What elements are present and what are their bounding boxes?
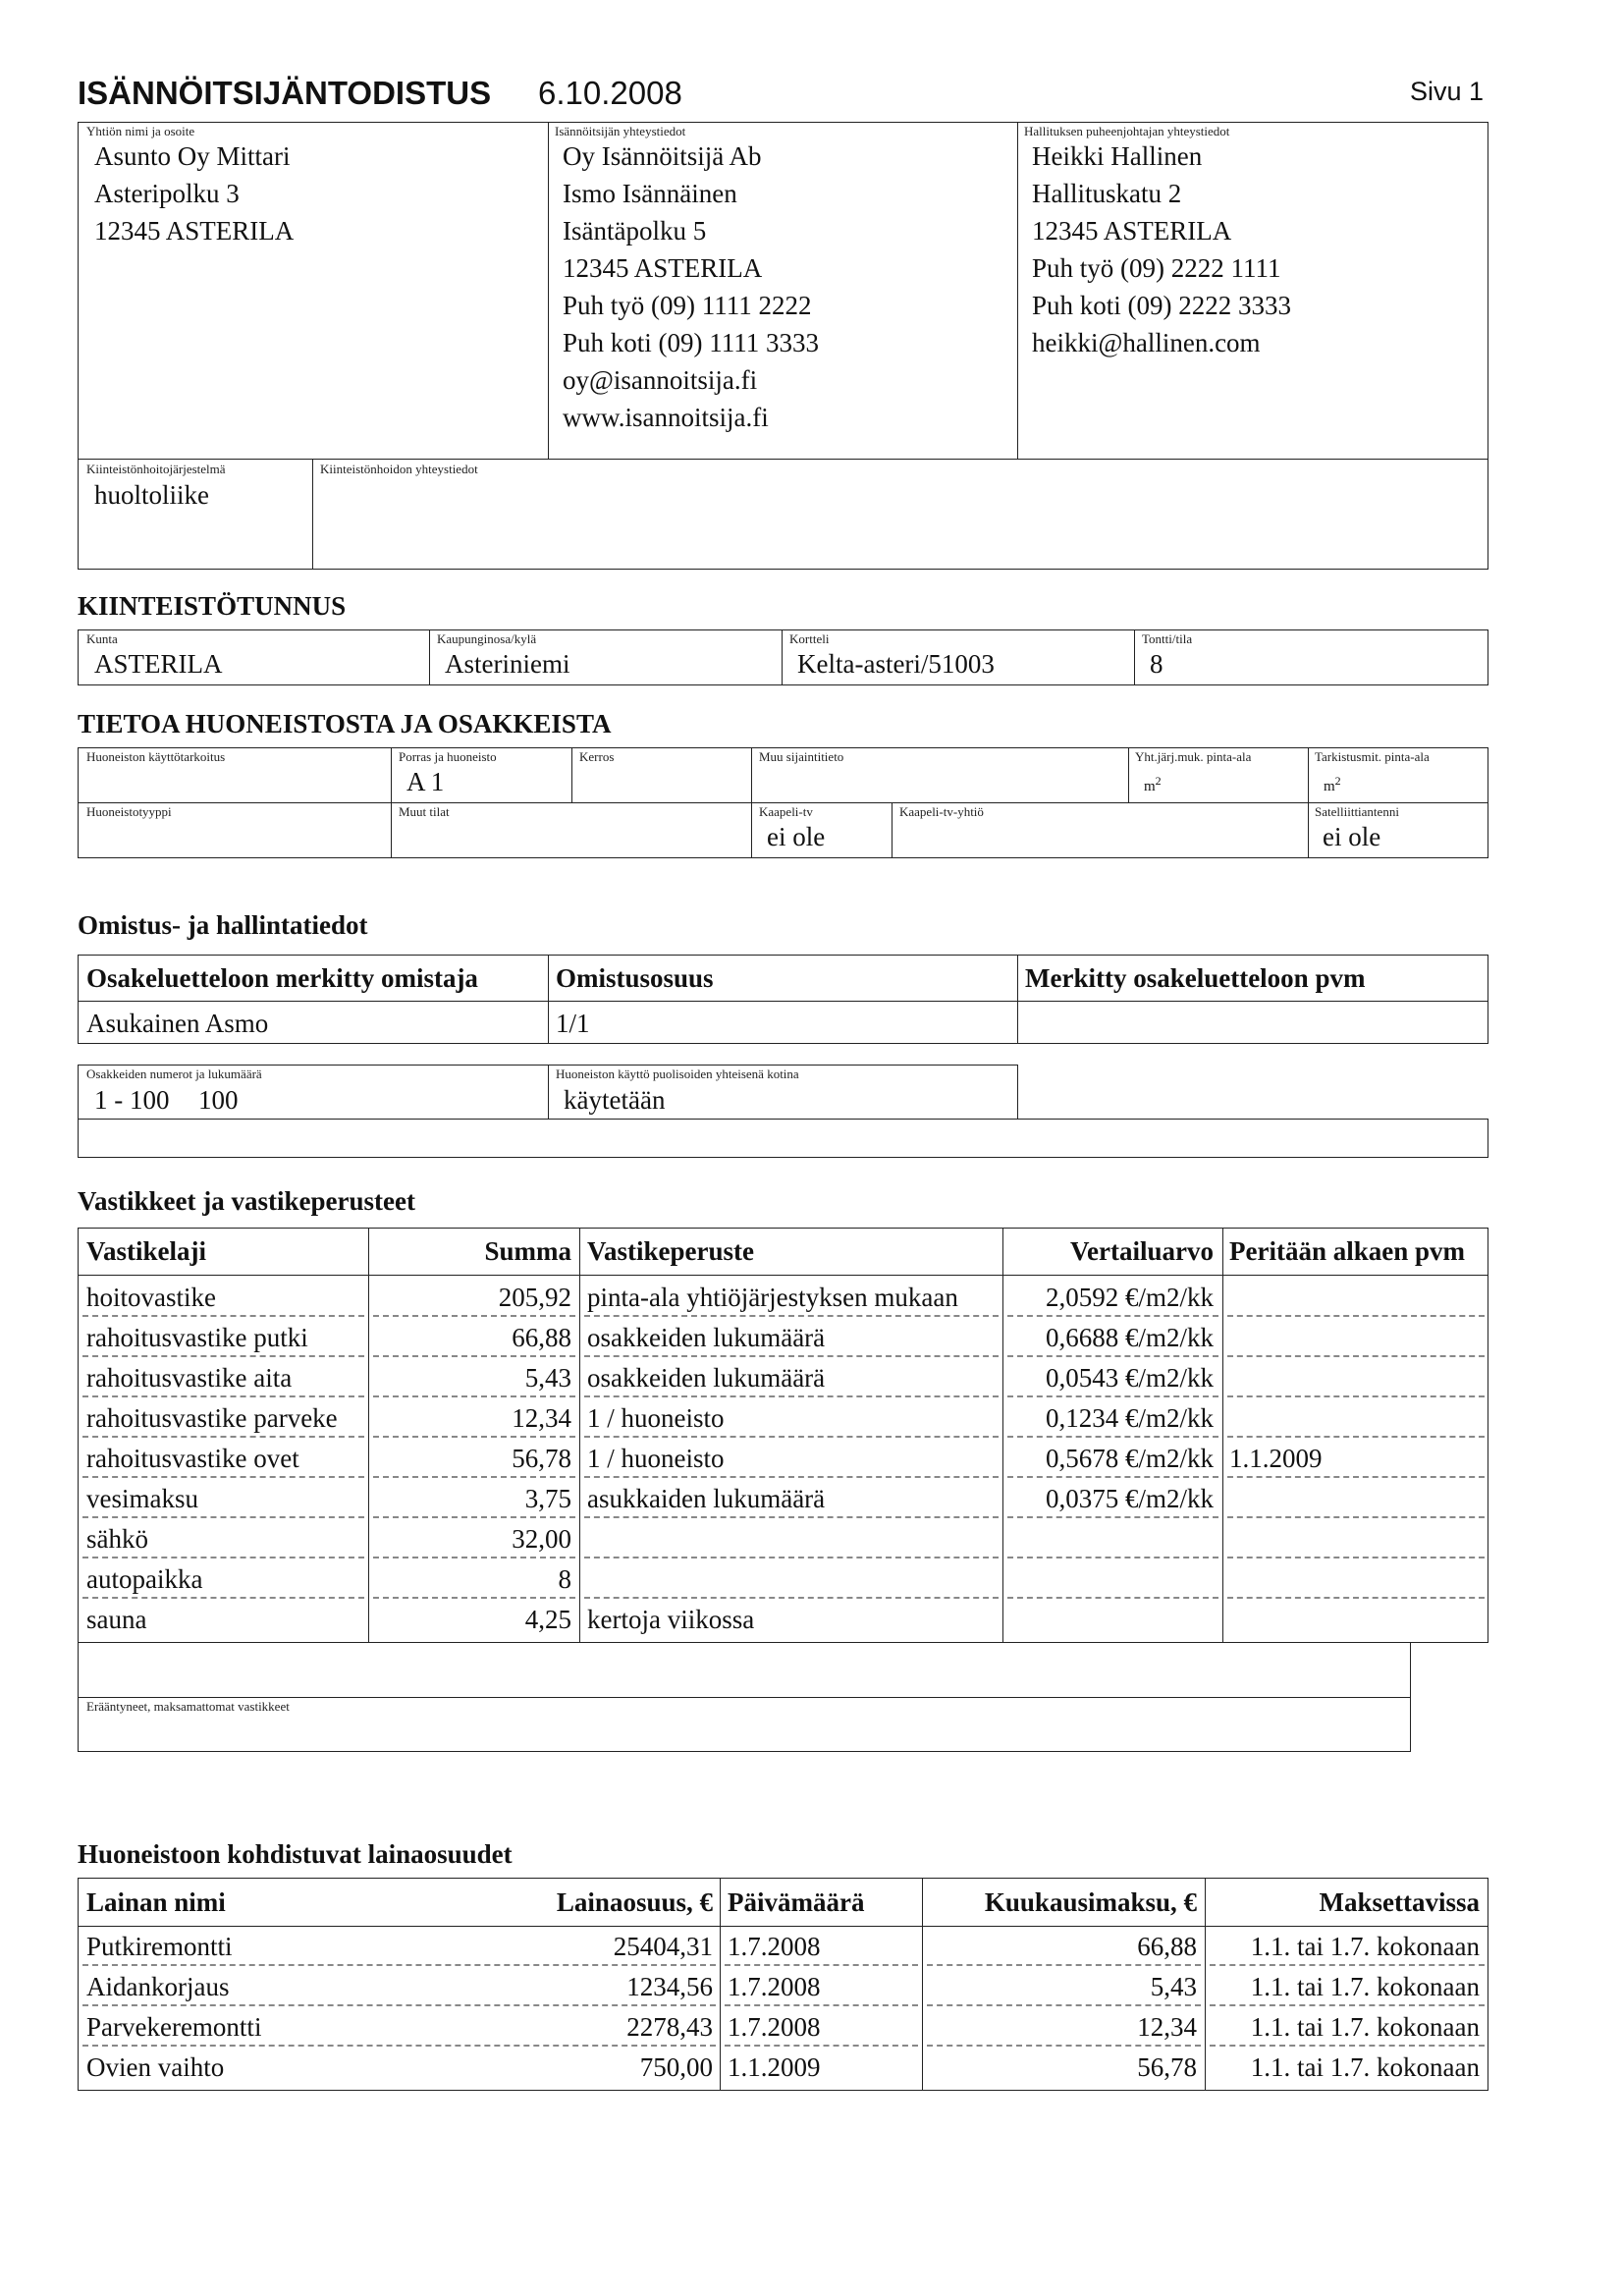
- company-address: Asunto Oy Mittari Asteripolku 3 12345 ASTERILA: [94, 141, 295, 246]
- property-value-kortteli: Kelta-asteri/51003: [797, 649, 995, 679]
- row-divider: [1227, 1516, 1485, 1518]
- loan-cell: 1.1. tai 1.7. kokonaan: [1250, 1972, 1480, 2001]
- row-divider: [584, 1516, 999, 1518]
- fee-cell: kertoja viikossa: [587, 1605, 755, 1634]
- fee-cell: 3,75: [524, 1484, 571, 1513]
- fee-cell: 56,78: [512, 1444, 571, 1473]
- apt-label-cable-company: Kaapeli-tv-yhtiö: [899, 804, 984, 819]
- apt-label-area: Yht.järj.muk. pinta-ala: [1135, 749, 1252, 764]
- fee-cell: sähkö: [86, 1524, 148, 1554]
- loan-cell: 1.1. tai 1.7. kokonaan: [1250, 2012, 1480, 2042]
- row-divider: [927, 2045, 1201, 2047]
- loan-cell: Ovien vaihto: [86, 2052, 225, 2082]
- row-divider: [1007, 1597, 1218, 1599]
- fees-header-basis: Vastikeperuste: [587, 1236, 755, 1266]
- loan-cell: Aidankorjaus: [86, 1972, 230, 2001]
- fee-cell: 0,0543 €/m2/kk: [1045, 1363, 1214, 1393]
- loan-cell: 1234,56: [626, 1972, 713, 2001]
- fee-cell: 12,34: [512, 1403, 571, 1433]
- apt-label-satellite: Satelliittiantenni: [1315, 804, 1399, 819]
- property-title: KIINTEISTÖTUNNUS: [78, 591, 347, 621]
- fee-cell: 0,0375 €/m2/kk: [1045, 1484, 1214, 1513]
- row-divider: [1007, 1355, 1218, 1357]
- row-divider: [373, 1557, 575, 1558]
- property-label-kaupunginosa: Kaupunginosa/kylä: [437, 631, 537, 646]
- loans-header-monthly: Kuukausimaksu, €: [984, 1887, 1197, 1917]
- fee-cell: osakkeiden lukumäärä: [587, 1363, 826, 1393]
- property-label-kortteli: Kortteli: [789, 631, 830, 646]
- row-divider: [927, 2004, 1201, 2006]
- chair-label: Hallituksen puheenjohtajan yhteystiedot: [1024, 124, 1230, 138]
- page-number: Sivu 1: [1410, 77, 1485, 106]
- row-divider: [373, 1395, 575, 1397]
- fee-cell: vesimaksu: [86, 1484, 198, 1513]
- fees-header-reference: Vertailuarvo: [1070, 1236, 1214, 1266]
- ownership-share: 1/1: [556, 1009, 590, 1038]
- row-divider: [82, 1557, 364, 1558]
- ownership-header-date: Merkitty osakeluetteloon pvm: [1025, 963, 1366, 993]
- fee-cell: asukkaiden lukumäärä: [587, 1484, 826, 1513]
- row-divider: [1007, 1395, 1218, 1397]
- fee-cell: pinta-ala yhtiöjärjestyksen mukaan: [587, 1283, 958, 1312]
- spouse-label: Huoneiston käyttö puolisoiden yhteisenä kotina: [556, 1066, 799, 1081]
- loan-cell: 1.1. tai 1.7. kokonaan: [1250, 2052, 1480, 2082]
- fee-cell: 4,25: [524, 1605, 571, 1634]
- fee-cell: rahoitusvastike ovet: [86, 1444, 299, 1473]
- manager-label: Isännöitsijän yhteystiedot: [555, 124, 686, 138]
- loans-header-date: Päivämäärä: [728, 1887, 865, 1917]
- shares-label: Osakkeiden numerot ja lukumäärä: [86, 1066, 262, 1081]
- row-divider: [373, 1355, 575, 1357]
- apt-label-cable-tv: Kaapeli-tv: [759, 804, 813, 819]
- loan-cell: 1.1. tai 1.7. kokonaan: [1250, 1932, 1480, 1961]
- fee-cell: osakkeiden lukumäärä: [587, 1323, 826, 1352]
- loans-title: Huoneistoon kohdistuvat lainaosuudet: [78, 1839, 513, 1869]
- loan-cell: Parvekeremontti: [86, 2012, 262, 2042]
- row-divider: [82, 2004, 716, 2006]
- apt-label-type: Huoneistotyyppi: [86, 804, 172, 819]
- property-value-kunta: ASTERILA: [94, 649, 223, 679]
- row-divider: [584, 1315, 999, 1317]
- property-box: [78, 629, 1488, 685]
- shares-count: 100: [198, 1085, 239, 1115]
- ownership-header-owner: Osakeluetteloon merkitty omistaja: [86, 963, 478, 993]
- loans-header-name: Lainan nimi: [86, 1887, 226, 1917]
- ownership-header-share: Omistusosuus: [556, 963, 714, 993]
- apt-label-purpose: Huoneiston käyttötarkoitus: [86, 749, 226, 764]
- row-divider: [725, 2045, 918, 2047]
- fee-cell: 5,43: [524, 1363, 571, 1393]
- row-divider: [82, 1476, 364, 1478]
- fee-cell: hoitovastike: [86, 1283, 216, 1312]
- row-divider: [373, 1436, 575, 1438]
- maint-system-value: huoltoliike: [94, 480, 209, 510]
- row-divider: [1227, 1315, 1485, 1317]
- property-value-tontti: 8: [1150, 649, 1163, 679]
- loan-cell: 1.7.2008: [728, 2012, 821, 2042]
- row-divider: [584, 1476, 999, 1478]
- ownership-owner: Asukainen Asmo: [86, 1009, 269, 1038]
- row-divider: [584, 1395, 999, 1397]
- row-divider: [373, 1597, 575, 1599]
- fee-cell: rahoitusvastike parveke: [86, 1403, 338, 1433]
- apt-value-cable-tv: ei ole: [767, 822, 826, 851]
- row-divider: [82, 1597, 364, 1599]
- fee-cell: 1.1.2009: [1229, 1444, 1323, 1473]
- loan-cell: 2278,43: [626, 2012, 713, 2042]
- document-date: 6.10.2008: [538, 75, 682, 111]
- spouse-value: käytetään: [564, 1085, 666, 1115]
- apt-label-measured-area: Tarkistusmit. pinta-ala: [1315, 749, 1430, 764]
- row-divider: [1227, 1557, 1485, 1558]
- loans-header-payable: Maksettavissa: [1319, 1887, 1480, 1917]
- apt-label-floor: Kerros: [579, 749, 615, 764]
- shares-extra-row: [78, 1119, 1488, 1158]
- row-divider: [82, 1315, 364, 1317]
- apartment-title: TIETOA HUONEISTOSTA JA OSAKKEISTA: [78, 709, 612, 738]
- row-divider: [82, 1355, 364, 1357]
- row-divider: [82, 1964, 716, 1966]
- row-divider: [1210, 2045, 1485, 2047]
- apt-label-other-spaces: Muut tilat: [399, 804, 450, 819]
- fee-cell: 1 / huoneisto: [587, 1403, 725, 1433]
- fee-cell: 66,88: [512, 1323, 571, 1352]
- row-divider: [82, 1436, 364, 1438]
- apt-value-stair: A 1: [406, 767, 445, 796]
- row-divider: [1227, 1436, 1485, 1438]
- fee-cell: sauna: [86, 1605, 147, 1634]
- row-divider: [373, 1315, 575, 1317]
- row-divider: [1227, 1355, 1485, 1357]
- row-divider: [927, 1964, 1201, 1966]
- row-divider: [82, 1395, 364, 1397]
- property-label-kunta: Kunta: [86, 631, 118, 646]
- ownership-title: Omistus- ja hallintatiedot: [78, 910, 368, 940]
- fee-cell: 1 / huoneisto: [587, 1444, 725, 1473]
- row-divider: [1227, 1395, 1485, 1397]
- apt-value-satellite: ei ole: [1323, 822, 1381, 851]
- property-value-kaupunginosa: Asteriniemi: [445, 649, 570, 679]
- fee-cell: 0,6688 €/m2/kk: [1045, 1323, 1214, 1352]
- apt-label-stair: Porras ja huoneisto: [399, 749, 497, 764]
- row-divider: [1227, 1476, 1485, 1478]
- fees-header-sum: Summa: [484, 1236, 571, 1266]
- apt-label-location: Muu sijaintitieto: [759, 749, 844, 764]
- manager-contacts: Oy Isännöitsijä Ab Ismo Isännäinen Isäntäpolku 5 12345 ASTERILA Puh työ (09) 1111 2222 Puh koti (09) 1111 3333 oy@isannoitsija.fi www.isannoitsija.fi: [563, 141, 819, 432]
- loan-cell: 66,88: [1137, 1932, 1197, 1961]
- apt-value-measured-area: $m^2$: [1324, 774, 1341, 794]
- row-divider: [373, 1516, 575, 1518]
- row-divider: [584, 1355, 999, 1357]
- row-divider: [1007, 1516, 1218, 1518]
- row-divider: [1007, 1557, 1218, 1558]
- shares-range: 1 - 100: [94, 1085, 170, 1115]
- row-divider: [725, 1964, 918, 1966]
- loan-cell: 750,00: [639, 2052, 713, 2082]
- row-divider: [1210, 1964, 1485, 1966]
- maint-system-label: Kiinteistönhoitojärjestelmä: [86, 462, 226, 476]
- row-divider: [373, 1476, 575, 1478]
- fee-cell: autopaikka: [86, 1564, 203, 1594]
- apt-value-area: $m^2$: [1144, 774, 1162, 794]
- document-title: ISÄNNÖITSIJÄNTODISTUS: [78, 75, 492, 111]
- loan-cell: 12,34: [1137, 2012, 1197, 2042]
- row-divider: [725, 2004, 918, 2006]
- fee-cell: 2,0592 €/m2/kk: [1045, 1283, 1214, 1312]
- loan-cell: 1.7.2008: [728, 1972, 821, 2001]
- fee-cell: 32,00: [512, 1524, 571, 1554]
- row-divider: [82, 2045, 716, 2047]
- fees-header-start: Peritään alkaen pvm: [1229, 1236, 1465, 1266]
- row-divider: [82, 1516, 364, 1518]
- row-divider: [1227, 1597, 1485, 1599]
- overdue-label: Erääntyneet, maksamattomat vastikkeet: [86, 1699, 290, 1714]
- chair-contacts: Heikki Hallinen Hallituskatu 2 12345 ASTERILA Puh työ (09) 2222 1111 Puh koti (09) 2222 3333 heikki@hallinen.com: [1032, 141, 1292, 357]
- loan-cell: 25404,31: [613, 1932, 713, 1961]
- loan-cell: Putkiremontti: [86, 1932, 233, 1961]
- loan-cell: 5,43: [1150, 1972, 1197, 2001]
- row-divider: [1007, 1315, 1218, 1317]
- fee-cell: rahoitusvastike putki: [86, 1323, 308, 1352]
- fees-note-row: [78, 1642, 1411, 1698]
- fee-cell: 0,5678 €/m2/kk: [1045, 1444, 1214, 1473]
- company-label: Yhtiön nimi ja osoite: [86, 124, 195, 138]
- row-divider: [1007, 1436, 1218, 1438]
- property-label-tontti: Tontti/tila: [1142, 631, 1193, 646]
- loan-cell: 1.7.2008: [728, 1932, 821, 1961]
- fee-cell: 0,1234 €/m2/kk: [1045, 1403, 1214, 1433]
- loans-header-share: Lainaosuus, €: [556, 1887, 713, 1917]
- fees-title: Vastikkeet ja vastikeperusteet: [78, 1186, 415, 1216]
- fee-cell: 205,92: [498, 1283, 571, 1312]
- fee-cell: rahoitusvastike aita: [86, 1363, 293, 1393]
- loan-cell: 56,78: [1137, 2052, 1197, 2082]
- row-divider: [584, 1557, 999, 1558]
- loan-cell: 1.1.2009: [728, 2052, 821, 2082]
- row-divider: [584, 1436, 999, 1438]
- fee-cell: 8: [558, 1564, 571, 1594]
- maint-contact-label: Kiinteistönhoidon yhteystiedot: [320, 462, 478, 476]
- row-divider: [1210, 2004, 1485, 2006]
- row-divider: [584, 1597, 999, 1599]
- row-divider: [1007, 1476, 1218, 1478]
- fees-header-type: Vastikelaji: [86, 1236, 207, 1266]
